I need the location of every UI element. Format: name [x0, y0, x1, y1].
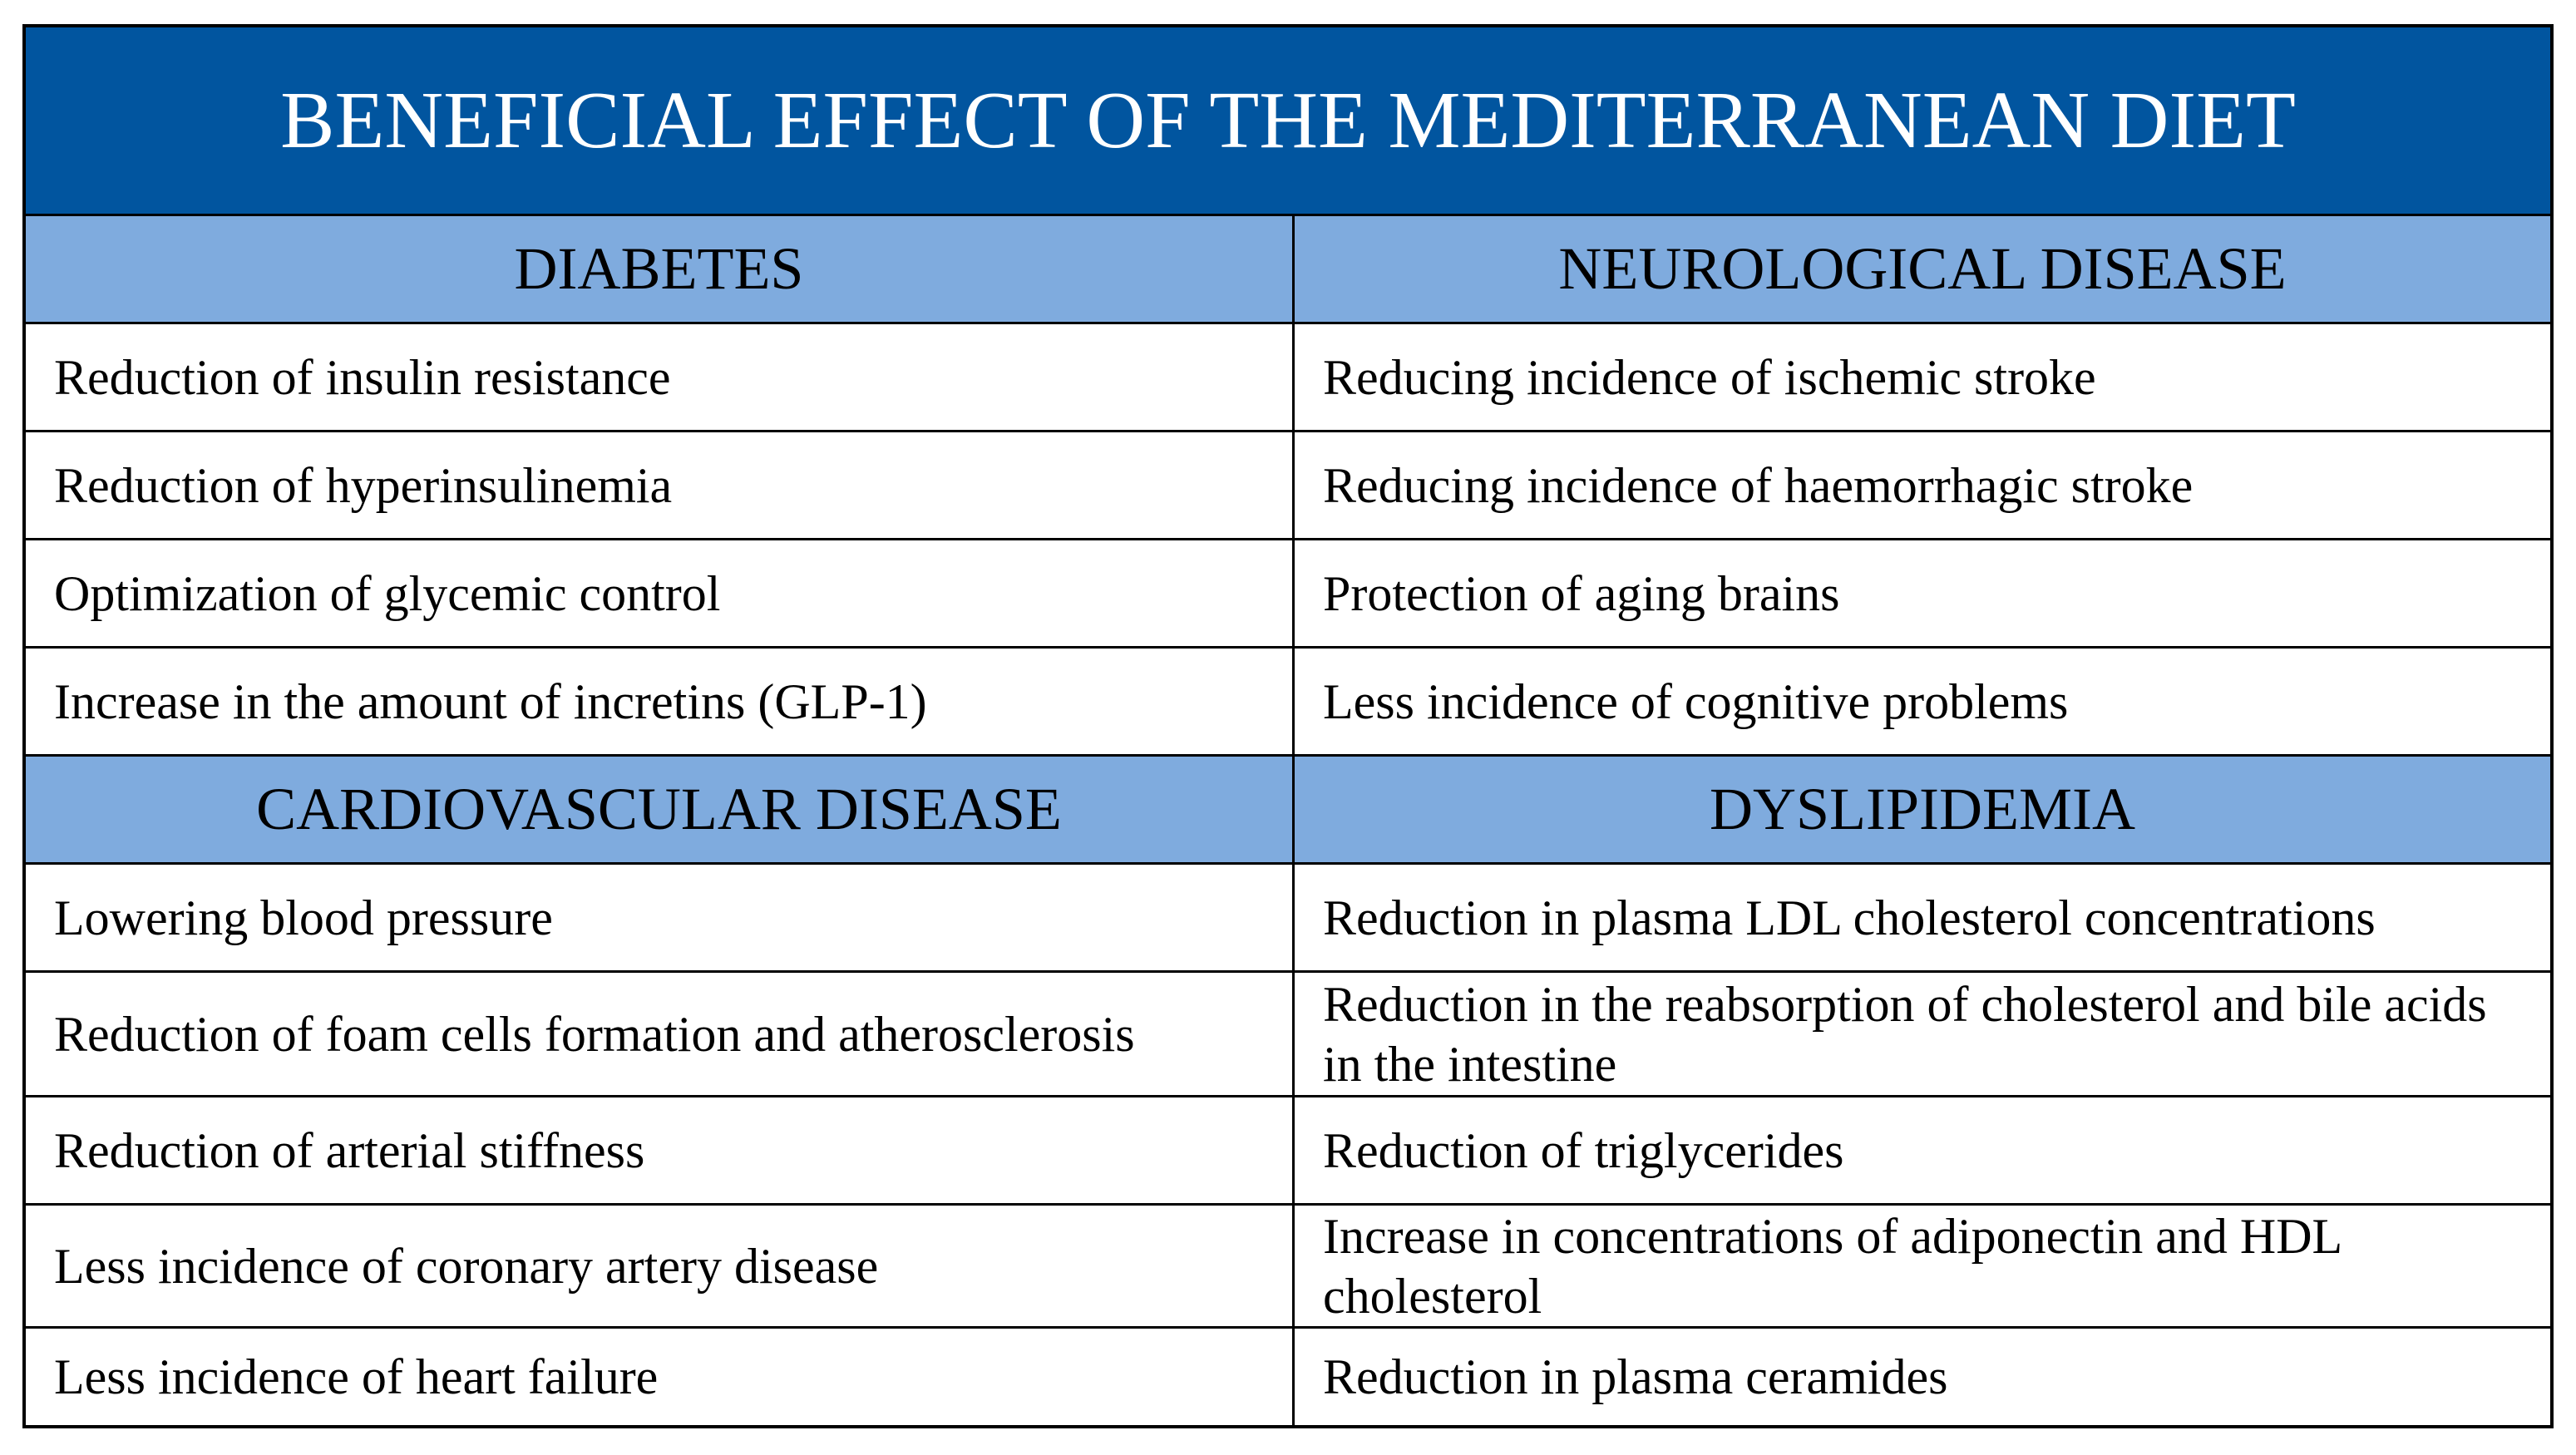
table-cell: Increase in concentrations of adiponectin and HDL cholesterol: [1323, 1208, 2341, 1324]
section-header-dyslipidemia: DYSLIPIDEMIA: [1295, 757, 2550, 862]
table-cell: Reduction of arterial stiffness: [26, 1097, 1295, 1203]
table-cell: Lowering blood pressure: [26, 865, 1295, 970]
table-cell: Protection of aging brains: [1323, 565, 1840, 621]
table-title-bar: [26, 27, 2550, 216]
table-row: [26, 540, 2550, 649]
table-cell: Optimization of glycemic control: [26, 540, 1295, 646]
section-header-neurological-disease: NEUROLOGICAL DISEASE: [1295, 216, 2550, 322]
table-row: [26, 973, 2550, 1097]
table-cell: Reducing incidence of haemorrhagic stroke: [1323, 457, 2194, 513]
table-cell: Reducing incidence of ischemic stroke: [1323, 349, 2096, 405]
table-row: [26, 1206, 2550, 1329]
table-row: [26, 432, 2550, 540]
table-cell: Reduction of insulin resistance: [26, 324, 1295, 430]
table-cell: Reduction of hyperinsulinemia: [26, 432, 1295, 538]
table-cell: Reduction in the reabsorption of cholesterol and bile acids in the intestine: [1323, 976, 2487, 1092]
table-cell: Increase in the amount of incretins (GLP-1): [26, 649, 1295, 754]
section-header-row: [26, 757, 2550, 865]
section-header-cardiovascular-disease: CARDIOVASCULAR DISEASE: [26, 757, 1295, 862]
table-row: [26, 649, 2550, 757]
table-cell: Less incidence of heart failure: [26, 1329, 1295, 1425]
table-cell: Reduction in plasma ceramides: [1323, 1349, 1948, 1404]
table-title: BENEFICIAL EFFECT OF THE MEDITERRANEAN DIET: [280, 76, 2296, 165]
table-cell: Reduction in plasma LDL cholesterol concentrations: [1323, 890, 2376, 945]
table-cell: Less incidence of cognitive problems: [1323, 673, 2069, 729]
section-header-diabetes: DIABETES: [26, 216, 1295, 322]
section-header-row: [26, 216, 2550, 324]
table-row: [26, 1097, 2550, 1206]
table-cell: Less incidence of coronary artery disease: [26, 1206, 1295, 1326]
diet-benefits-table: [22, 24, 2554, 1428]
table-body: [26, 216, 2550, 1425]
table-row: [26, 1329, 2550, 1425]
table-cell: Reduction of foam cells formation and atherosclerosis: [26, 973, 1295, 1095]
table-row: [26, 324, 2550, 432]
table-cell: Reduction of triglycerides: [1323, 1122, 1844, 1178]
table-row: [26, 865, 2550, 973]
